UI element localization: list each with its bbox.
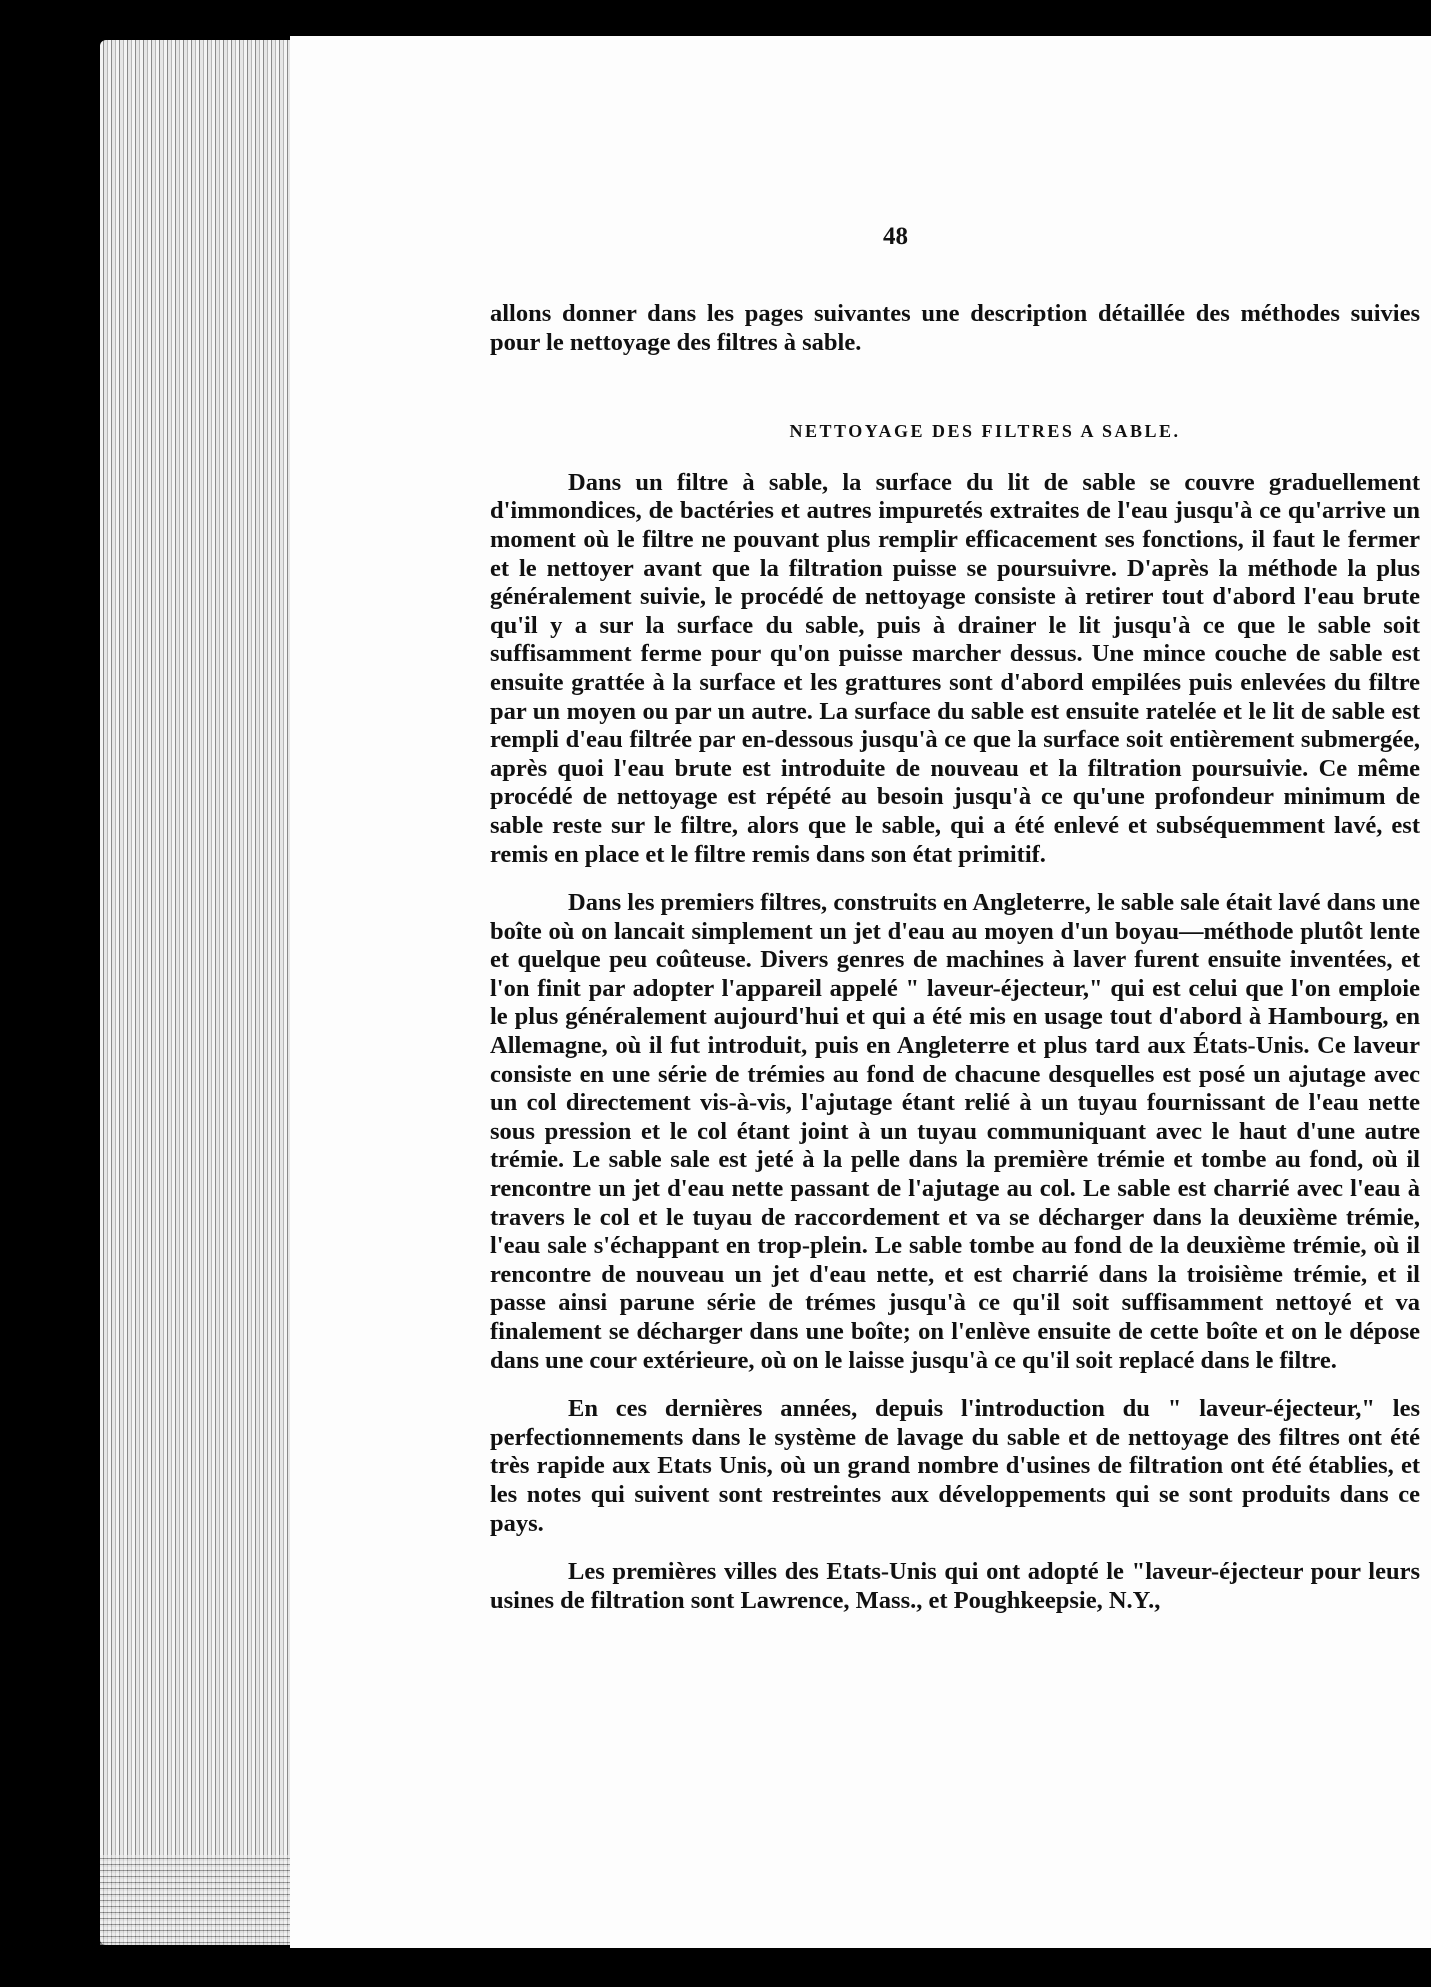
paragraph-4: Les premières villes des Etats-Unis qui ont adopté le "laveur-éjecteur pour leurs usines de filtration sont Lawrence, Mass., et Poughkeepsie, N.Y.,	[490, 1558, 1420, 1614]
section-heading: NETTOYAGE DES FILTRES A SABLE.	[789, 421, 1181, 442]
paragraph-3: En ces dernières années, depuis l'introduction du " laveur-éjecteur," les perfectionnements dans le système de lavage du sable et de nettoyage des filtres ont été très rapide aux Etats Unis, où un grand nombre d'usines de filtration ont été établies, et les notes qui suivent sont restreintes aux développements qui se sont produits dans ce pays.	[490, 1395, 1420, 1537]
paragraph-1: Dans un filtre à sable, la surface du lit de sable se couvre graduellement d'immondices, de bactéries et autres impuretés extraites de l'eau jusqu'à ce qu'arrive un moment où le filtre ne pouvant plus remplir efficacement ses fonctions, il faut le fermer et le nettoyer avant que la filtration puisse se poursuivre. D'après la méthode la plus généralement suivie, le procédé de nettoyage consiste à retirer tout d'abord l'eau brute qu'il y a sur la surface du sable, puis à drainer le lit jusqu'à ce que le sable soit suffisamment ferme pour qu'on puisse marcher dessus. Une mince couche de sable est ensuite grattée à la surface et les grattures sont d'abord empilées puis enlevées du filtre par un moyen ou par un autre. La surface du sable est ensuite ratelée et le lit de sable est rempli d'eau filtrée par en-dessous jusqu'à ce que la surface soit entièrement submergée, après quoi l'eau brute est introduite de nouveau et la filtration poursuivie. Ce même procédé de nettoyage est répété au besoin jusqu'à ce qu'une profondeur minimum de sable reste sur le filtre, alors que le sable, qui a été enlevé et subséquemment lavé, est remis en place et le filtre remis dans son état primitif.	[490, 468, 1420, 868]
page-number: 48	[883, 223, 908, 250]
book-page-edges	[100, 40, 300, 1945]
book-page	[290, 36, 1431, 1948]
intro-paragraph: allons donner dans les pages suivantes une description détaillée des méthodes suivies pour le nettoyage des filtres à sable.	[490, 300, 1420, 356]
page-text	[490, 300, 1420, 1635]
paragraph-2: Dans les premiers filtres, construits en Angleterre, le sable sale était lavé dans une boîte où on lancait simplement un jet d'eau au moyen d'un boyau—méthode plutôt lente et quelque peu coûteuse. Divers genres de machines à laver furent ensuite inventées, et l'on finit par adopter l'appareil appelé " laveur-éjecteur," qui est celui que l'on emploie le plus généralement aujourd'hui et qui a été mis en usage tout d'abord à Hambourg, en Allemagne, où il fut introduit, puis en Angleterre et plus tard aux États-Unis. Ce laveur consiste en une série de trémies au fond de chacune desquelles est posé un ajutage avec un col directement vis-à-vis, l'ajutage étant relié à un tuyau fournissant de l'eau nette sous pression et le col étant joint à un tuyau communiquant avec le haut d'une autre trémie. Le sable sale est jeté à la pelle dans la première trémie et tombe au fond, où il rencontre un jet d'eau nette passant de l'ajutage au col. Le sable est charrié avec l'eau à travers le col et le tuyau de raccordement et va se décharger dans la deuxième trémie, l'eau sale s'échappant en trop-plein. Le sable tombe au fond de la deuxième trémie, où il rencontre de nouveau un jet d'eau nette, et est charrié dans la troisième trémie, et il passe ainsi parune série de trémes jusqu'à ce qu'il soit suffisamment nettoyé et va finalement se décharger dans une boîte; on l'enlève ensuite de cette boîte et on le dépose dans une cour extérieure, où on le laisse jusqu'à ce qu'il soit replacé dans le filtre.	[490, 889, 1420, 1374]
